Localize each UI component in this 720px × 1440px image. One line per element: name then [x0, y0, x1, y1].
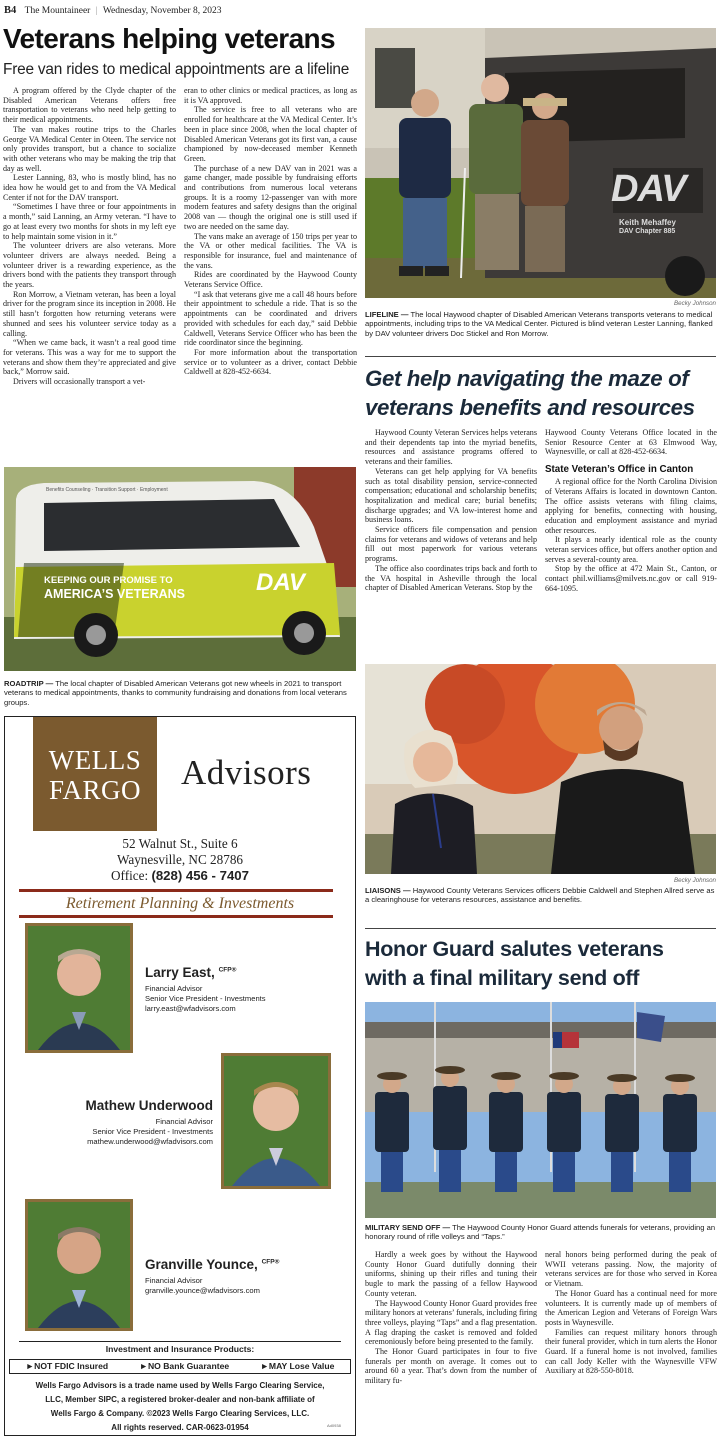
van-wheel: [665, 256, 705, 296]
story2-headline: [365, 364, 717, 422]
van-chapter: DAV Chapter 885: [619, 228, 676, 235]
story2-top-rule: [365, 356, 716, 357]
paper-name: The Mountaineer: [24, 6, 91, 16]
paragraph: Haywood County Veteran Services helps veterans and their dependents tap into the myriad benefits, resources and assistance programs offered to veterans and their families.: [365, 428, 537, 467]
paragraph: The van makes routine trips to the Charles George VA Medical Center in Oteen. The service not only provides transport, but a chance to socialize with other veterans who may be making the trip that day as well.: [3, 124, 176, 173]
story2-col1: [365, 428, 537, 660]
legal-text: [5, 1379, 355, 1435]
badge-text: MAY Lose Value: [268, 1361, 335, 1371]
van-name: Keith Mehaffey: [619, 218, 676, 227]
caption-text: The Haywood County Honor Guard attends funerals for veterans, providing an honorary round of rifle volleys and “Taps.”: [365, 1223, 716, 1242]
paragraph: Haywood County Veterans Office located in the Senior Resource Center at 63 Elmwood Way, Waynesville, or call at 828-452-6634.: [545, 428, 717, 457]
pow-flag: [637, 1012, 665, 1042]
advisor-2: [15, 1098, 213, 1147]
legal-line: Wells Fargo Advisors is a trade name used by Wells Fargo Clearing Service,: [35, 1381, 325, 1390]
wells-fargo-logo: [33, 717, 157, 831]
credential: CFP®: [218, 966, 237, 974]
story3-col1: [365, 1250, 537, 1438]
paragraph: The office also coordinates trips back and forth to the VA hospital in Asheville through the local chapter of Disabled American Veterans. Stop by the: [365, 563, 537, 593]
advisor-name: [145, 1257, 345, 1272]
ad-address: [5, 836, 355, 884]
paragraph: It plays a nearly identical role as the county veteran services office, but offers another option and serves a several-county area.: [545, 535, 717, 564]
advisor-info: [15, 1117, 213, 1147]
badge-no-guarantee: ►NO Bank Guarantee: [139, 1361, 230, 1371]
paragraph: The vans make an average of 150 trips per year to the VA or other medical facilities. The VA is responsible for insurance, fuel and maintenance of the vans.: [184, 231, 357, 270]
paragraph: neral honors being performed during the peak of WWII veterans passing. Now, the majority of veterans services are for those who served in Korea or Vietnam.: [545, 1250, 717, 1289]
caption-label: LIFELINE —: [365, 310, 409, 319]
email-link[interactable]: granville.younce@wfadvisors.com: [145, 1286, 260, 1295]
advisor-portrait: [224, 1056, 328, 1186]
caption-text: The local chapter of Disabled American Veterans got new wheels in 2021 to transport veterans to medical appointments, thanks to community fundraising and donations from local veterans groups.: [4, 679, 347, 707]
paragraph: Families can request military honors through their funeral provider, which in turn alerts the Honor Guard. If a funeral home is not involved, families can call Jody Keller with the Waynesville VFW Auxiliary at 828-550-8018.: [545, 1327, 717, 1376]
photo-lifeline: [365, 28, 716, 298]
honor-guard-scene: [365, 1002, 716, 1218]
van-dav-logo: DAV: [256, 569, 305, 596]
name-text: Granville Younce,: [145, 1257, 258, 1272]
badge-may-lose: ►MAY Lose Value: [260, 1361, 335, 1371]
address-line: Waynesville, NC 28786: [116, 852, 244, 867]
caption-label: ROADTRIP —: [4, 679, 54, 688]
window: [375, 48, 415, 108]
ad-code: Ad0938: [327, 1423, 341, 1428]
advisor-name: Mathew Underwood: [85, 1098, 213, 1113]
paragraph: Lester Lanning, 83, who is mostly blind, has no idea how he would get to and from the VA Medical Center if not for the DAV transport.: [3, 173, 176, 202]
advisor-1: [145, 965, 345, 1014]
office-phone[interactable]: (828) 456 - 7407: [151, 868, 249, 883]
ground: [365, 1182, 716, 1218]
paragraph: “Sometimes I have three or four appointments in a month,” said Lanning, an Army veteran. “I have to go at least every two months for shots in my left eye to help maintain some vision in it.”: [3, 202, 176, 241]
advisor-3: [145, 1257, 345, 1296]
credential: CFP®: [261, 1258, 280, 1266]
headline-line: with a final military send off: [365, 966, 640, 990]
photo-honor-guard: [365, 1002, 716, 1218]
title: Senior Vice President - Investments: [92, 1127, 213, 1136]
story1-subhead: Free van rides to medical appointments are a lifeline: [3, 61, 350, 78]
paragraph: Stop by the office at 472 Main St., Canton, or contact phil.williams@milvets.nc.gov or call 919-664-1095.: [545, 564, 717, 593]
issue-date: Wednesday, November 8, 2023: [102, 6, 222, 16]
advisor-name: [145, 965, 345, 980]
ad-rule: [19, 889, 333, 892]
caption-label: LIAISONS —: [365, 886, 411, 895]
office-label: Office:: [111, 868, 149, 883]
liaisons-scene: [365, 664, 716, 874]
paragraph: “I ask that veterans give me a call 48 hours before their appointment to schedule a ride. That is so the appointments can be coordinated and drivers provided with schedules for each day,” said Debbie Caldwell, Veterans Service Officer who has been the ride coordinator since the beginning.: [184, 289, 357, 348]
name-text: Larry East,: [145, 965, 215, 980]
office-line: [5, 868, 355, 884]
paragraph: Drivers will occasionally transport a vet-: [13, 377, 146, 387]
badge-text: NO Bank Guarantee: [147, 1361, 230, 1371]
story3-col2: [545, 1250, 717, 1438]
advisors-wordmark: Advisors: [181, 753, 312, 792]
story3-top-rule: [365, 928, 716, 929]
caption-label: MILITARY SEND OFF —: [365, 1223, 451, 1232]
badge-no-fdic: ►NOT FDIC Insured: [25, 1361, 109, 1371]
title: Financial Advisor: [155, 1117, 213, 1126]
badge-text: NOT FDIC Insured: [34, 1361, 109, 1371]
paragraph: Hardly a week goes by without the Haywood County Honor Guard dutifully donning their uniforms, shining up their rifles and tuning their bugle to mark the passing of a fellow Haywood County veteran.: [365, 1250, 537, 1298]
legal-line: All rights reserved. CAR-0623-01954: [111, 1423, 249, 1432]
honor-guard-caption: [365, 1223, 716, 1242]
story2-subhead: State Veteran’s Office in Canton: [545, 464, 694, 476]
van-hubcap-rear: [86, 625, 106, 645]
paragraph: Ron Morrow, a Vietnam veteran, has been a loyal driver for the program since its inception in 2008. He still hasn’t forgotten how returning veterans were shunned and sees his volunteer service today as a calling.: [3, 289, 176, 338]
paragraph: The Honor Guard participates in four to five funerals per month on average. It comes out to around 60 a year. That’s down from the number of military fu-: [365, 1347, 537, 1386]
wells-fargo-ad: [4, 716, 356, 1436]
disclosure-heading: Investment and Insurance Products:: [105, 1344, 255, 1354]
header-divider: |: [95, 6, 98, 16]
title: Financial Advisor: [145, 1276, 203, 1285]
lifeline-scene: [365, 28, 716, 298]
title: Senior Vice President - Investments: [145, 994, 266, 1003]
paragraph: Service officers file compensation and pension claims for veterans and widows of veterans and help fill out most paperwork for various veterans programs.: [365, 525, 537, 564]
headline-line: Get help navigating the maze of: [365, 366, 689, 391]
roadtrip-caption: [4, 679, 356, 707]
paragraph: “When we came back, it wasn’t a real good time for veterans. This was a way for me to support the veterans and show them they’re appreciated and give back,” Morrow said.: [3, 338, 176, 377]
state-flag-union: [553, 1032, 562, 1048]
van-slogan-1: KEEPING OUR PROMISE TO: [44, 575, 173, 586]
paragraph: A program offered by the Clyde chapter of the Disabled American Veterans offers free transportation to veterans who need help getting to their medical appointments.: [3, 86, 176, 125]
advisor-photo: [221, 1053, 331, 1189]
page-number: B4: [4, 5, 17, 16]
email-link[interactable]: mathew.underwood@wfadvisors.com: [87, 1137, 213, 1146]
paragraph: The purchase of a new DAV van in 2021 was a game changer, made possible by fundraising efforts and contributions from numerous local veterans groups. It is a roomy 12-passenger van with more modern features and safety designs than the original 2008 van — though the original one is still used if two are needed on the same day.: [184, 163, 357, 231]
advisor-portrait: [28, 926, 130, 1050]
paragraph: The Haywood County Honor Guard provides free military honors at veterans’ funerals, including firing three volleys, playing “Taps” and a flag presentation. A flag draping the casket is removed and folded ceremoniously before being presented to the family.: [365, 1298, 537, 1347]
van-banner-top: Benefits Counseling · Transition Support · Employment: [46, 487, 168, 493]
email-link[interactable]: larry.east@wfadvisors.com: [145, 1004, 236, 1013]
logo-line: WELLS: [48, 745, 142, 775]
paragraph: A regional office for the North Carolina Division of Veterans Affairs is located in downtown Canton. The office assists veterans with filing claims, applying for benefits, connecting with housing, education and employment assistance and myriad other resources.: [545, 477, 717, 535]
headline-line: Honor Guard salutes veterans: [365, 937, 664, 961]
lifeline-caption: [365, 310, 716, 338]
van-windows: [44, 499, 300, 551]
photo-credit: Becky Johnson: [674, 877, 716, 884]
paragraph: Rides are coordinated by the Haywood County Veterans Service Office.: [184, 270, 357, 290]
address-line: 52 Walnut St., Suite 6: [122, 836, 238, 851]
story1-headline: Veterans helping veterans: [3, 23, 336, 54]
legal-line: LLC, Member SIPC, a registered broker-dealer and non-bank affiliate of: [45, 1395, 315, 1404]
logo-line: FARGO: [48, 775, 142, 805]
caption-text: The local Haywood chapter of Disabled American Veterans transports veterans to medical appointments, including trips to the VA Medical Center. Pictured is blind veteran Lester Lanning, flanked by DAV volunteer drivers Doc Stickel and Ron Morrow.: [365, 310, 713, 338]
advisor-photo: [25, 1199, 133, 1331]
page-header: [4, 5, 360, 19]
paragraph: The Honor Guard has a continual need for more volunteers. It is currently made up of members of the American Legion and Veterans of Foreign Wars posts in Waynesville.: [545, 1288, 717, 1327]
paragraph: The volunteer drivers are also veterans. More volunteer drivers are always needed. Being a volunteer driver is a rewarding experience, as the drivers bond with the patients they transport through the years.: [3, 241, 176, 290]
liaisons-caption: [365, 886, 716, 905]
disclosure-badges: [9, 1359, 351, 1374]
ad-tagline: Retirement Planning & Investments: [65, 895, 295, 912]
paragraph: For more information about the transportation service or to volunteer as a driver, contact Debbie Caldwell at 828-452-6634.: [184, 347, 357, 377]
ad-rule: [19, 1341, 341, 1342]
advisor-info: [145, 1276, 345, 1296]
photo-roadtrip: [4, 467, 356, 671]
advisor-photo: [25, 923, 133, 1053]
van-dav-logo: DAV: [611, 168, 686, 210]
paragraph: Veterans can get help applying for VA benefits such as total disability pension, service-connected compensation; educational and scholarship benefits; hospitalization and medical care; burial benefits; discharge upgrades; and VA low-interest home and business loans.: [365, 466, 537, 525]
photo-credit: Becky Johnson: [674, 300, 716, 307]
title: Financial Advisor: [145, 984, 203, 993]
advisor-portrait: [28, 1202, 130, 1328]
legal-line: Wells Fargo & Company. ©2023 Wells Fargo Clearing Services, LLC.: [50, 1409, 310, 1418]
story3-headline: [365, 935, 717, 993]
paragraph: eran to other clinics or medical practices, as long as it is VA approved.: [184, 86, 357, 105]
van-hubcap-front: [294, 623, 314, 643]
caption-text: Haywood County Veterans Services officers Debbie Caldwell and Stephen Allred serve as a clearinghouse for veterans resources, assistance and benefits.: [365, 886, 715, 905]
story2-col2: [545, 428, 717, 660]
van-slogan-2: AMERICA’S VETERANS: [44, 587, 185, 601]
story1-col1: [3, 86, 176, 464]
headline-line: veterans benefits and resources: [365, 395, 695, 420]
advisor-info: [145, 984, 345, 1014]
paragraph: The service is free to all veterans who are enrolled for healthcare at the VA Medical Center. It’s been in place since 2008, when the local chapter of Disabled American Veterans got its first van, a cause championed by now-deceased member Kenneth Green.: [184, 105, 357, 163]
photo-liaisons: [365, 664, 716, 874]
ad-rule: [19, 915, 333, 918]
story1-col2: [184, 86, 357, 464]
